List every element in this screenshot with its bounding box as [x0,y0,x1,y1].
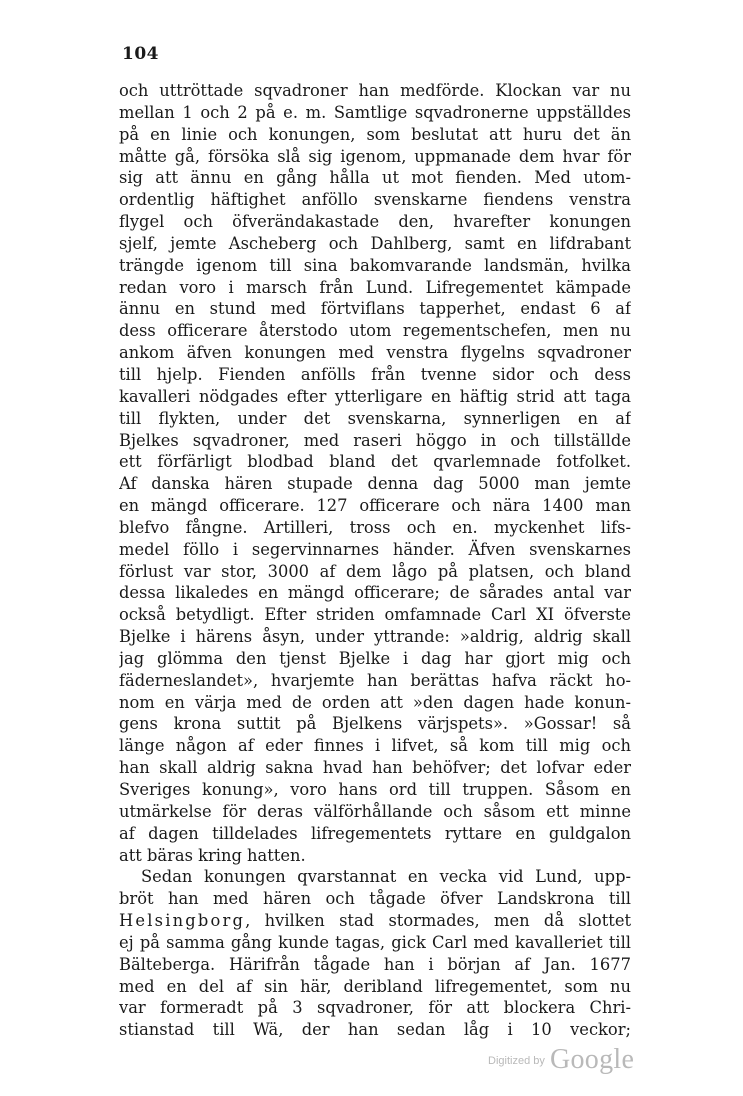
text-line: ej på samma gång kunde tagas, gick Carl med kavalleriet till [119,932,631,952]
text-line: Sveriges konung», voro hans ord till truppen. Såsom en [119,780,631,799]
text-line: nom en värja med de orden att »den dagen hade konun- [119,692,631,712]
text-line: sjelf, jemte Ascheberg och Dahlberg, samt en lifdrabant [119,233,631,253]
text-line: blefvo fångne. Artilleri, tross och en. myckenhet lifs- [119,517,631,537]
text-line: fäderneslandet», hvarjemte han berättas hafva räckt ho- [119,670,631,690]
text-line: Bälteberga. Härifrån tågade han i början af Jan. 1677 [119,954,631,974]
text-line: förlust var stor, 3000 af dem lågo på platsen, och bland [119,561,631,581]
digitization-watermark [488,1044,634,1076]
text-line: på en linie och konungen, som beslutat att huru det än [119,124,631,144]
text-line: länge någon af eder finnes i lifvet, så kom till mig och [119,736,631,756]
text-line: ordentlig häftighet anföllo svenskarne fiendens venstra [119,190,631,210]
text-line: ännu en stund med förtviflans tapperhet, endast 6 af [119,299,631,319]
text-line: gens krona suttit på Bjelkens värjspets». »Gossar! så [119,714,631,734]
text-line: af dagen tilldelades lifregementets ryttare en guldgalon [119,823,631,843]
text-line: Bjelke i härens åsyn, under yttrande: »aldrig, aldrig skall [119,627,631,647]
text-line: till hjelp. Fienden anfölls från tvenne sidor och dess [119,364,631,384]
text-line: bröt han med hären och tågade öfver Landskrona till [119,889,631,909]
text-line: mellan 1 och 2 på e. m. Samtlige sqvadronerne uppställdes [119,102,631,122]
text-line: också betydligt. Efter striden omfamnade Carl XI öfverste [119,605,631,625]
text-line: jag glömma den tjenst Bjelke i dag har gjort mig och [119,648,631,668]
text-line: till flykten, under det svenskarna, synnerligen en af [119,408,631,428]
text-line: Bjelkes sqvadroner, med raseri höggo in och tillställde [119,430,631,450]
text-line: redan voro i marsch från Lund. Lifregementet kämpade [119,277,631,297]
text-line: dessa likaledes en mängd officerare; de sårades antal var [119,583,631,603]
text-line: Sedan konungen qvarstannat en vecka vid Lund, upp- [141,867,631,887]
watermark-prefix: Digitized by [488,1055,545,1067]
text-line: en mängd officerare. 127 officerare och nära 1400 man [119,496,631,516]
text-line: och uttröttade sqvadroner han medförde. Klockan var nu [119,81,631,100]
text-line: dess officerare återstodo utom regementschefen, men nu [119,321,631,341]
text-line: ett förfärligt blodbad bland det qvarlemnade fotfolket. [119,452,631,472]
text-line: utmärkelse för deras välförhållande och såsom ett minne [119,801,631,821]
text-line: han skall aldrig sakna hvad han behöfver; det lofvar eder [119,758,631,778]
text-line [119,910,631,932]
text-line: var formeradt på 3 sqvadroner, för att blockera Chri- [119,998,631,1018]
spaced-place-name: Helsingborg [119,911,246,931]
text-line: måtte gå, försöka slå sig igenom, uppmanade dem hvar för [119,146,631,166]
text-line: ankom äfven konungen med venstra flygelns sqvadroner [119,343,631,363]
text-line: stianstad till Wä, der han sedan låg i 10 veckor; [119,1020,631,1040]
body-text [119,80,631,1041]
text-line: med en del af sin här, deribland lifregementet, som nu [119,976,631,996]
page-number: 104 [122,44,159,64]
google-logo: Google [549,1044,635,1075]
text-line: att bäras kring hatten. [119,845,306,865]
text-line: flygel och öfverändakastade den, hvarefter konungen [119,212,631,232]
text-line: kavalleri nödgades efter ytterligare en häftig strid att taga [119,386,631,406]
text-line: trängde igenom till sina bakomvarande landsmän, hvilka [119,255,631,275]
text-line: Af danska hären stupade denna dag 5000 man jemte [119,474,631,494]
text-line: medel föllo i segervinnarnes händer. Äfven svenskarnes [119,539,631,559]
text-line: sig att ännu en gång hålla ut mot fienden. Med utom- [119,168,631,188]
line-text: , hvilken stad stormades, men då slottet [245,911,631,931]
